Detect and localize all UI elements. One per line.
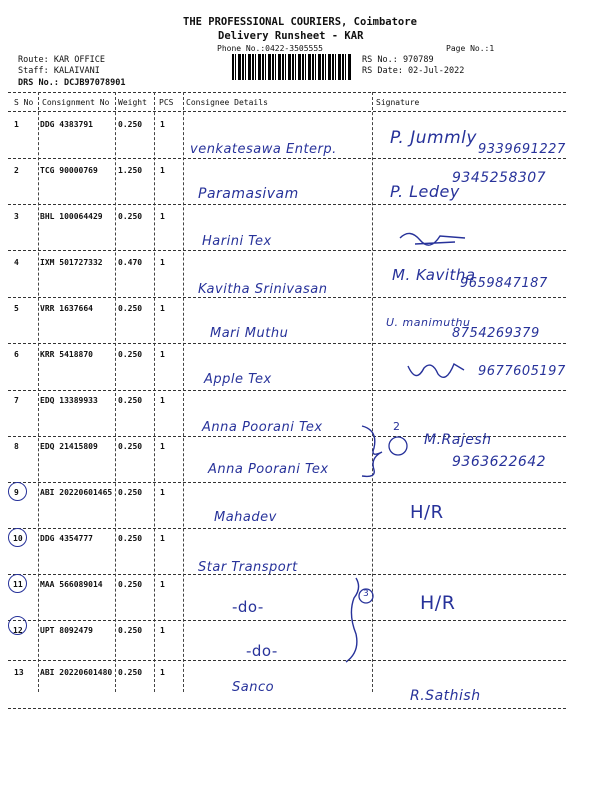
row-9-consignee: Mahadev — [214, 510, 277, 525]
row-9-weight: 0.250 — [118, 488, 143, 497]
row-1-consignment: DDG 4383791 — [40, 120, 93, 129]
row-5-consignment: VRR 1637664 — [40, 304, 93, 313]
row-4-rule — [8, 297, 566, 298]
col-sno: S No — [14, 98, 34, 107]
row-10-pcs: 1 — [160, 534, 165, 543]
row-8-pcs: 1 — [160, 442, 165, 451]
bracket-label-2: 2 — [393, 420, 401, 433]
row-2-pcs: 1 — [160, 166, 165, 175]
row-13-consignment: ABI 20220601480 — [40, 668, 113, 677]
row-3-consignment: BHL 100064429 — [40, 212, 103, 221]
row-10-consignee: Star Transport — [198, 560, 298, 575]
row-4-pcs: 1 — [160, 258, 165, 267]
barcode — [232, 54, 352, 80]
row-8-consignee: Anna Poorani Tex — [208, 462, 329, 477]
row-13-pcs: 1 — [160, 668, 165, 677]
sep-pcs — [183, 92, 184, 692]
row-12-consignment: UPT 8092479 — [40, 626, 93, 635]
row-10-weight: 0.250 — [118, 534, 143, 543]
row-12-weight: 0.250 — [118, 626, 143, 635]
row-9-signature: H/R — [410, 502, 444, 523]
row-13-weight: 0.250 — [118, 668, 143, 677]
company-name: THE PROFESSIONAL COURIERS, Coimbatore — [183, 16, 417, 28]
row-3-rule — [8, 250, 566, 251]
runsheet-title: Delivery Runsheet - KAR — [218, 30, 364, 42]
row-2-rule — [8, 204, 566, 205]
row-7-sno: 7 — [14, 396, 19, 405]
row-4-sno: 4 — [14, 258, 19, 267]
rows-7-8-bracket — [360, 418, 420, 480]
row-11-rule — [8, 620, 566, 621]
row-7-weight: 0.250 — [118, 396, 143, 405]
row-3-weight: 0.250 — [118, 212, 143, 221]
sep-sno — [38, 92, 39, 692]
col-pcs: PCS — [159, 98, 174, 107]
row-4-consignment: IXM 501727332 — [40, 258, 103, 267]
row-11-consignee: -do- — [232, 598, 264, 616]
sep-weight — [154, 92, 155, 692]
col-consignee: Consignee Details — [186, 98, 268, 107]
row-3-signature-scribble — [395, 226, 475, 250]
row-4-phone: 9659847187 — [460, 276, 548, 291]
row-2-sno: 2 — [14, 166, 19, 175]
row-11-pcs: 1 — [160, 580, 165, 589]
row-8-consignment: EDQ 21415809 — [40, 442, 98, 451]
row-1-pcs: 1 — [160, 120, 165, 129]
row-2-consignment: TCG 90000769 — [40, 166, 98, 175]
row-5-consignee: Mari Muthu — [210, 326, 289, 341]
row-6-consignment: KRR 5418870 — [40, 350, 93, 359]
row-4-signature: M. Kavitha — [392, 266, 476, 284]
row-5-signature: U. manimuthu — [386, 316, 471, 329]
row-7-pcs: 1 — [160, 396, 165, 405]
row-1-weight: 0.250 — [118, 120, 143, 129]
row-1-consignee: venkatesawa Enterp. — [190, 142, 337, 157]
row-5-pcs: 1 — [160, 304, 165, 313]
page-number: Page No.:1 — [446, 44, 495, 53]
row-13-sno: 13 — [14, 668, 24, 677]
header-bottom-rule — [8, 111, 566, 112]
row-6-rule — [8, 390, 566, 391]
row-2-signature: P. Ledey — [390, 182, 460, 201]
row-9-sno: 9 — [14, 488, 19, 497]
row-9-consignment: ABI 20220601465 — [40, 488, 113, 497]
row-11-sno: 11 — [13, 580, 23, 589]
row-10-sno: 10 — [13, 534, 23, 543]
row-3-pcs: 1 — [160, 212, 165, 221]
row-13-rule — [8, 708, 566, 709]
row-11-weight: 0.250 — [118, 580, 143, 589]
row-11-signature: H/R — [420, 592, 456, 614]
col-consignment: Consignment No — [42, 98, 110, 107]
row-3-sno: 3 — [14, 212, 19, 221]
row-13-consignee: Sanco — [232, 680, 275, 695]
sep-consignment — [115, 92, 116, 692]
row-13-signature: R.Sathish — [410, 688, 481, 704]
row-8-signature: M.Rajesh — [424, 432, 492, 448]
row-6-phone: 9677605197 — [478, 364, 566, 379]
row-2-weight: 1.250 — [118, 166, 143, 175]
row-8-weight: 0.250 — [118, 442, 143, 451]
row-7-consignment: EDQ 13389933 — [40, 396, 98, 405]
row-3-consignee: Harini Tex — [202, 234, 272, 249]
row-6-weight: 0.250 — [118, 350, 143, 359]
row-12-consignee: -do- — [246, 642, 278, 660]
row-12-pcs: 1 — [160, 626, 165, 635]
row-2-consignee: Paramasivam — [198, 186, 299, 202]
rs-date: RS Date: 02-Jul-2022 — [362, 66, 465, 76]
row-6-pcs: 1 — [160, 350, 165, 359]
staff-label: Staff: KALAIVANI — [18, 66, 100, 76]
row-2-phone: 9345258307 — [452, 170, 547, 186]
row-1-phone: 9339691227 — [478, 142, 566, 157]
row-12-sno: 12 — [13, 626, 23, 635]
row-1-sno: 1 — [14, 120, 19, 129]
row-7-consignee: Anna Poorani Tex — [202, 420, 323, 435]
row-1-signature: P. Jummly — [390, 128, 477, 148]
row-6-signature-scribble — [404, 356, 474, 386]
phone-number: Phone No.:0422-3505555 — [217, 44, 323, 53]
route-label: Route: KAR OFFICE — [18, 55, 105, 65]
row-8-phone: 9363622642 — [452, 454, 547, 470]
bracket-label-3: 3 — [363, 589, 370, 599]
row-5-weight: 0.250 — [118, 304, 143, 313]
col-weight: Weight — [118, 98, 147, 107]
row-4-consignee: Kavitha Srinivasan — [198, 282, 328, 297]
row-8-sno: 8 — [14, 442, 19, 451]
drs-number: DRS No.: DCJB97078901 — [18, 78, 126, 88]
row-5-sno: 5 — [14, 304, 19, 313]
row-10-consignment: DDG 4354777 — [40, 534, 93, 543]
row-6-sno: 6 — [14, 350, 19, 359]
col-signature: Signature — [376, 98, 420, 107]
header-top-rule — [8, 92, 566, 93]
row-8-rule — [8, 482, 566, 483]
row-5-rule — [8, 343, 566, 344]
rs-number: RS No.: 970789 — [362, 55, 434, 65]
row-6-consignee: Apple Tex — [204, 372, 272, 387]
row-4-weight: 0.470 — [118, 258, 143, 267]
row-10-rule — [8, 574, 566, 575]
row-9-rule — [8, 528, 566, 529]
row-11-consignment: MAA 566089014 — [40, 580, 103, 589]
row-5-phone: 8754269379 — [452, 326, 540, 341]
row-12-rule — [8, 660, 566, 661]
row-9-pcs: 1 — [160, 488, 165, 497]
row-1-rule — [8, 158, 566, 159]
